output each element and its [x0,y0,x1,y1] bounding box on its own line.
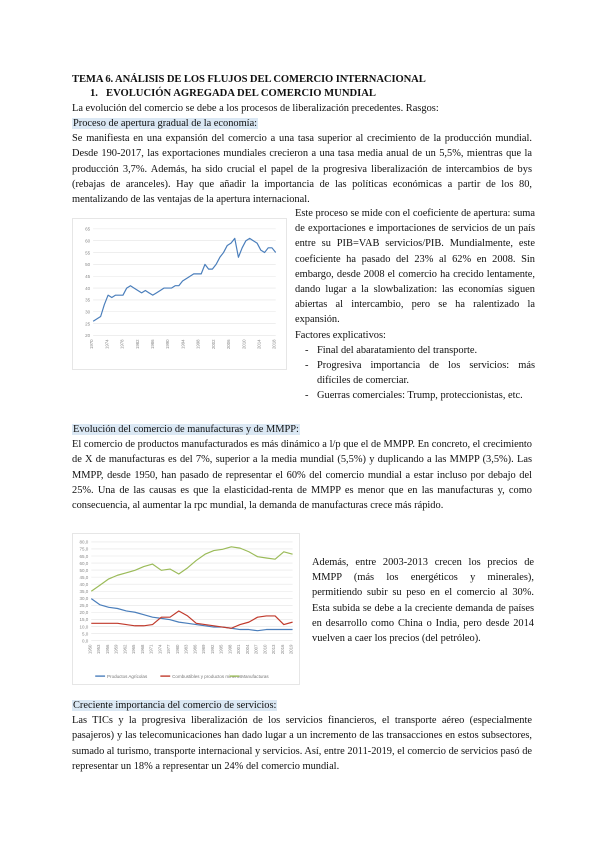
y-tick-label: 20,0 [79,610,89,616]
series-line [91,599,292,631]
factor-item [295,343,535,358]
factor-item [295,358,535,388]
y-tick-label: 60,0 [79,560,89,566]
apertura-section [72,116,532,207]
bullet-dash: - [305,360,309,372]
x-tick-label: 2004 [244,644,250,655]
x-tick-label: 1953 [96,644,102,655]
x-tick-label: 1995 [218,644,224,655]
y-tick-label: 55 [85,250,91,256]
manufacturas-side-column [312,555,534,646]
x-tick-label: 1998 [227,644,233,655]
y-tick-label: 50 [85,262,91,268]
section-title: EVOLUCIÓN AGREGADA DEL COMERCIO MUNDIAL [106,88,376,99]
factors-label: Factores explicativos: [295,329,386,341]
factors-list [295,343,535,404]
y-tick-label: 45 [85,274,91,280]
x-tick-label: 1974 [104,339,110,350]
manufacturas-section [72,422,532,513]
x-tick-label: 2018 [271,339,277,350]
page-title: TEMA 6. ANÁLISIS DE LOS FLUJOS DEL COMERCIO INTERNACIONAL [72,74,426,85]
x-tick-label: 1994 [180,339,186,350]
servicios-heading: Creciente importancia del comercio de servicios: [73,700,277,711]
y-tick-label: 40,0 [79,581,89,587]
x-tick-label: 1990 [165,339,171,350]
x-tick-label: 1977 [166,644,172,655]
x-tick-label: 2014 [256,339,262,350]
y-tick-label: 25,0 [79,603,89,609]
x-tick-label: 1998 [195,339,201,350]
legend-label: Productos Agrícolas [107,673,148,679]
y-tick-label: 65,0 [79,553,89,559]
apertura-side-text: Este proceso se mide con el coeficiente de apertura: suma de exportaciones e importaciones de servicios de un país entre su PIB=VAB servicios/PIB. Mundialmente, este coeficiente ha pasado del 23% al 62% en 2008. Sin embargo, desde 2008 el comercio ha crecido lentamente, dando lugar a la slowbalization: las economías siguen abiertas al intercambio, pero se ha ralentizado la expansión. [295,208,535,326]
manufacturas-heading: Evolución del comercio de manufacturas y de MMPP: [73,424,299,435]
servicios-text: Las TICs y la progresiva liberalización de los servicios financieros, el transporte aéreo (especialmente pasajeros) y las telecomunicaciones han dado lugar a un incremento de las transacciones en estos subsectores, sumado al turismo, transporte internacional y servicios. Así, entre 2011-2019, el comercio de servicios pasó de representar un 18% a representar un 24% del comercio mundial. [72,715,532,772]
factor-text: Guerras comerciales: Trump, proteccionistas, etc. [317,390,523,402]
legend-label: Combustibles y productos mineros [172,673,242,679]
servicios-section [72,698,532,774]
x-tick-label: 1956 [104,644,110,655]
y-tick-label: 0,0 [82,638,89,644]
y-tick-label: 75,0 [79,546,89,552]
x-tick-label: 1978 [119,339,125,350]
x-tick-label: 1971 [148,644,154,655]
x-tick-label: 2013 [271,644,277,655]
y-tick-label: 10,0 [79,624,89,630]
x-tick-label: 2007 [253,644,259,655]
factor-text: Progresiva importancia de los servicios: más difíciles de comerciar. [317,360,535,387]
x-tick-label: 1980 [174,644,180,655]
y-tick-label: 45,0 [79,574,89,580]
x-tick-label: 1950 [87,644,93,655]
x-tick-label: 1974 [157,644,163,655]
factor-item [295,388,535,403]
x-tick-label: 2010 [241,339,247,350]
series-line [93,238,276,321]
x-tick-label: 1992 [209,644,215,655]
x-tick-label: 1962 [122,644,128,655]
section-heading [72,86,376,101]
x-tick-label: 2006 [226,339,232,350]
y-tick-label: 40 [85,285,91,291]
intro-paragraph [72,101,532,116]
apertura-heading: Proceso de apertura gradual de la economía: [73,118,258,129]
y-tick-label: 30 [85,309,91,315]
y-tick-label: 35,0 [79,589,89,595]
y-tick-label: 25 [85,321,91,327]
y-tick-label: 30,0 [79,596,89,602]
x-tick-label: 1989 [201,644,207,655]
y-tick-label: 50,0 [79,567,89,573]
x-tick-label: 2019 [288,644,294,655]
x-tick-label: 2016 [279,644,285,655]
x-tick-label: 1965 [131,644,137,655]
intro-text: La evolución del comercio se debe a los procesos de liberalización precedentes. Rasgos: [72,103,439,114]
x-tick-label: 1982 [134,339,140,350]
x-tick-label: 1970 [89,339,95,350]
bullet-dash: - [305,390,309,402]
section-number: 1. [90,88,98,99]
y-tick-label: 20 [85,333,91,339]
x-tick-label: 1986 [192,644,198,655]
x-tick-label: 2010 [262,644,268,655]
x-tick-label: 1983 [183,644,189,655]
x-tick-label: 2001 [236,644,242,655]
apertura-text: Se manifiesta en una expansión del comercio a una tasa superior al crecimiento de la producción mundial. Desde 190-2017, las exportaciones mundiales crecieron a una tasa media anual de un 5,5%, mientras que la producción 3,7%. Además, ha sido crucial el papel de la progresiva liberalización de intercambios de bys (rebajas de aranceles). Hay que añadir la importancia de las políticas económicas a partir de los 80, mentalizando de las ventajas de la apertura internacional. [72,133,532,206]
y-tick-label: 35 [85,297,91,303]
y-tick-label: 80,0 [79,539,89,545]
trade-composition-line-chart [72,533,300,685]
openness-line-chart [72,218,287,370]
y-tick-label: 5,0 [82,631,89,637]
series-line [91,547,292,591]
legend-label: Manufacturas [241,673,269,679]
y-tick-label: 15,0 [79,617,89,623]
apertura-side-column [295,206,535,404]
x-tick-label: 1968 [139,644,145,655]
x-tick-label: 1986 [150,339,156,350]
bullet-dash: - [305,344,309,356]
manufacturas-side-text: Además, entre 2003-2013 crecen los precios de MMPP (más los energéticos y minerales), permitiendo subir su peso en el comercio al 30%. Esta subida se debe a la creciente demanda de países en desarrollo como China o India, pero desde 2014 vuelven a caer los precios (del petróleo). [312,557,534,645]
manufacturas-text: El comercio de productos manufacturados es más dinámico a l/p que el de MMPP. En concreto, el crecimiento de X de manufacturas es del 7%, superior a la media mundial (5,5%) y duplicando a las MMPP (3,5%). Las MMPP, desde 1950, han pasado de representar el 60% del comercio mundial a estar incluso por debajo del 25%. Una de las causas es que la elasticidad-renta de MMPP es menor que en las manufacturas y, como consecuencia, al aumentar la rpc mundial, la demanda de manufacturas crece más rápido. [72,439,532,512]
x-tick-label: 2002 [210,339,216,350]
y-tick-label: 60 [85,238,91,244]
y-tick-label: 65 [85,226,91,232]
x-tick-label: 1959 [113,644,119,655]
factor-text: Final del abaratamiento del transporte. [317,344,478,356]
